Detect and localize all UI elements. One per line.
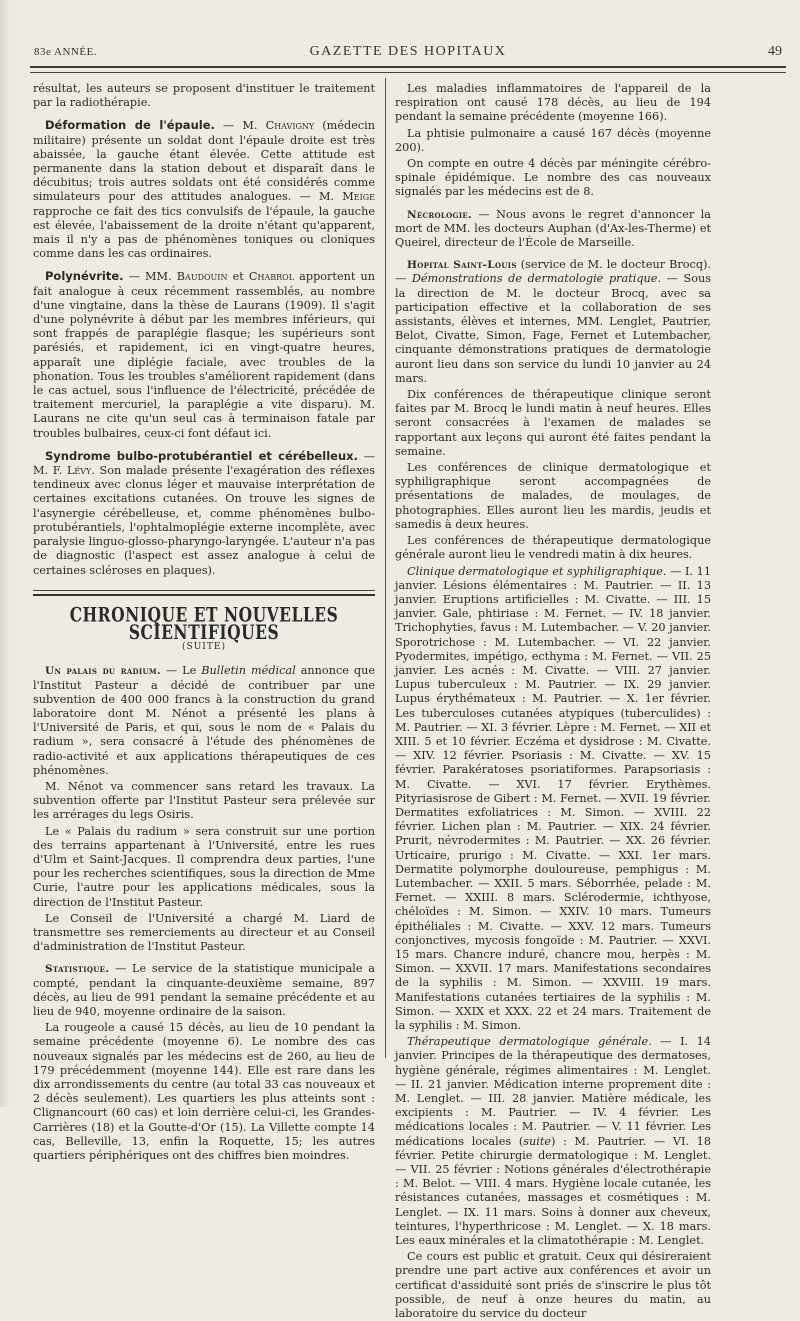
section-rule (33, 590, 375, 591)
issue-label: 83e ANNÉE. (34, 46, 98, 58)
course-title: Thérapeutique dermatologique générale. (407, 1035, 652, 1049)
run-in-heading: Un palais du radium. (45, 665, 161, 678)
author-name: Baudouin (176, 270, 228, 284)
run-in-heading: Nécrologie. (407, 208, 472, 221)
course-title: Clinique dermatologique et syphiligraphique. (407, 564, 667, 578)
paragraph: M. Nénot va commencer sans retard les travaux. La subvention offerte par l'Institut Pasteur sera prélevée sur les arrérages du legs Osiris. (33, 779, 375, 822)
journal-title: GAZETTE DES HOPITAUX (309, 44, 507, 59)
paragraph: Dix conférences de thérapeutique clinique seront faites par M. Brocq le lundi matin à neuf heures. Elles seront consacrées à l'examen de malades se rapportant aux leçons qui auront été faites pendant la semaine. (395, 388, 711, 458)
paragraph-therapeutique-program: Thérapeutique dermatologique générale. — I. 14 janvier. Principes de la thérapeutique des dermatoses, hygiène générale, régimes alimentaires : M. Lenglet. — II. 21 janvier. Médication interne proprement dite : M. Lenglet. — III. 28 janvier. Matière médicale, les excipients : M. Pautrier. — IV. 4 février. Les médications locales : M. Pautrier. — V. 11 février. Les médications locales (suite) : M. Pautrier. — VI. 18 février. Petite chirurgie dermatologique : M. Lenglet. — VII. 25 février : Notions générales d'électrothérapie : M. Belot. — VIII. 4 mars. Hygiène locale cutanée, les résistances cutanées, massages et cosmétiques : M. Lenglet. — IX. 11 mars. Soins à donner aux cheveux, teintures, l'hyperthricose : M. Lenglet. — X. 18 mars. Les eaux minérales et la climatothérapie : M. Lenglet. (395, 1035, 711, 1248)
run-in-heading: Statistique. (45, 963, 110, 976)
run-in-heading: Polynévrite. (45, 269, 124, 284)
paragraph: Les conférences de clinique dermatologique et syphiligraphique seront accompagnées de présentations de malades, de moulages, de photographies. Elles auront lieu les mardis, jeudis et samedis à deux heures. (395, 461, 711, 531)
paragraph: Les conférences de thérapeutique dermatologique générale auront lieu le vendredi matin à dix heures. (395, 534, 711, 562)
paragraph: La rougeole a causé 15 décès, au lieu de 10 pendant la semaine précédente (moyenne 6). Le nombre des cas nouveaux signalés par les médecins est de 260, au lieu de 179 précédemment (moyenne 144). Elle est rare dans les dix arrondissements du centre (au total 33 cas nouveaux et 2 décès seulement). Les quartiers les plus atteints sont : Clignancourt (60 cas) et loin derrière celui-ci, les Grandes-Carrières (18) et la Goutte-d'Or (15). La Villette compte 14 cas, Belleville, 13, enfin la Roquette, 15; les autres quartiers périphériques ont des chiffres bien moindres. (33, 1021, 375, 1163)
paragraph-syndrome-bulbo: Syndrome bulbo-protubérantiel et cérébelleux. — M. F. Lévy. Son malade présente l'exagération des réflexes tendineux avec clonus léger et mauvaise interprétation de certaines excitations cutanées. On trouve les signes de l'asynergie cérébelleuse, et, comme phénomènes bulbo-protubérantiels, l'ophtalmoplégie externe incomplète, avec paralysie linguo-glosso-pharyngo-laryngée. L'auteur n'a pas de diagnostic (l'aspect est assez analogue à celui de certaines scléroses en plaques). (33, 448, 375, 577)
run-in-heading: Syndrome bulbo-protubérantiel et cérébelleux. (45, 448, 358, 463)
paragraph: résultat, les auteurs se proposent d'instituer le traitement par la radiothérapie. (33, 82, 375, 110)
paragraph: On compte en outre 4 décès par méningite cérébro-spinale épidémique. Le nombre des cas nouveaux signalés par les médecins est de 8. (395, 157, 711, 199)
paragraph: La phtisie pulmonaire a causé 167 décès (moyenne 200). (395, 126, 711, 154)
paragraph-polynevrite: Polynévrite. — MM. Baudouin et Chabrol apportent un fait analogue à ceux récemment rassemblés, au nombre d'une vingtaine, dans la thèse de Laurans (1909). Il s'agit d'une polynévrite à début par les membres inférieurs, qui sont frappés de paraplégie flasque; les supérieurs sont parésiés, et rapidement, ici en vingt-quatre heures, apparaît une diplégie faciale, avec troubles de la phonation. Tous les troubles s'améliorent rapidement (dans le cas actuel, sous l'influence de l'électricité, précédée de traitement mercuriel, la paraplégie a vite disparu). M. Laurans ne cite qu'un seul cas à terminaison fatale par troubles bulbaires, ceux-ci font défaut ici. (33, 269, 375, 440)
page-binding-shadow (0, 0, 10, 1107)
run-in-heading: Hopital Saint-Louis (407, 259, 517, 272)
paragraph: Le Conseil de l'Université a chargé M. Liard de transmettre ses remerciements au directeur et au Conseil d'administration de l'Institut Pasteur. (33, 911, 375, 954)
paragraph-statistique: Statistique. — Le service de la statistique municipale a compté, pendant la cinquante-deuxième semaine, 897 décès, au lieu de 991 pendant la semaine précédente et au lieu de 940, moyenne ordinaire de la saison. (33, 962, 375, 1018)
right-column (395, 82, 711, 1321)
author-name: Lévy (66, 464, 92, 478)
author-name: Meige (342, 190, 375, 204)
header-rule-thin (30, 72, 786, 73)
paragraph-hopital-saint-louis: Hopital Saint-Louis (service de M. le docteur Brocq). — Démonstrations de dermatologie pratique. — Sous la direction de M. le docteur Brocq, avec sa participation effective et la collaboration de ses assistants, élèves et internes, MM. Lenglet, Pautrier, Belot, Civatte, Simon, Fage, Fernet et Lutembacher, cinquante démonstrations pratiques de dermatologie auront lieu dans son service du lundi 10 janvier au 24 mars. (395, 258, 712, 385)
author-name: Chabrol (248, 270, 295, 284)
course-title: Démonstrations de dermatologie pratique. (411, 272, 662, 286)
section-rule (33, 594, 375, 596)
paragraph: Ce cours est public et gratuit. Ceux qui désireraient prendre une part active aux conférences et avoir un certificat d'assiduité sont priés de s'inscrire le plus tôt possible, de neuf à onze heures du matin, au laboratoire du service du docteur (395, 1250, 711, 1321)
paragraph-palais-radium: Un palais du radium. — Le Bulletin médical annonce que l'Institut Pasteur a décidé de contribuer par une subvention de 400 000 francs à la construction du grand laboratoire dont M. Nénot a présenté les plans à l'Université de Paris, et qui, sous le nom de « Palais du radium », sera consacré à l'étude des phénomènes de radio-activité et aux applications thérapeutiques de ces phénomènes. (33, 664, 375, 777)
header-rule-thick (30, 66, 786, 68)
run-in-heading: Déformation de l'épaule. (45, 118, 215, 133)
section-subtitle: ( SUITE ) (33, 640, 375, 654)
column-divider (385, 78, 386, 1058)
left-column (33, 82, 375, 1163)
paragraph-necrologie: Nécrologie. — Nous avons le regret d'annoncer la mort de MM. les docteurs Auphan (d'Ax-les-Therme) et Queirel, directeur de l'École de Marseille. (395, 207, 711, 250)
paragraph-deformation-epaule: Déformation de l'épaule. — M. Chavigny (médecin militaire) présente un soldat dont l'épaule droite est très abaissée, la gauche étant élevée. Cette attitude est permanente dans la station debout et disparaît dans le décubitus; trois autres soldats ont été considérés comme simulateurs pour des attitudes analogues. — M. Meige rapproche ce fait des tics convulsifs de l'épaule, la gauche est élevée, l'abaissement de la droite n'étant qu'apparent, mais il n'y a pas de phénomènes toniques ou cloniques comme dans les cas ordinaires. (33, 118, 376, 261)
section-title: CHRONIQUE ET NOUVELLES SCIENTIFIQUES (69, 602, 339, 644)
page-number: 49 (768, 44, 782, 59)
running-header (30, 44, 786, 64)
paragraph-clinique-program: Clinique dermatologique et syphiligraphique. — I. 11 janvier. Lésions élémentaires : M. Pautrier. — II. 13 janvier. Eruptions artificielles : M. Civatte. — III. 15 janvier. Gale, phtiriase : M. Fernet. — IV. 18 janvier. Trichophyties, favus : M. Lutembacher. — V. 20 janvier. Sporotrichose : M. Lutembacher. — VI. 22 janvier. Pyodermites, impétigo, ecthyma : M. Fernet. — VII. 25 janvier. Les acnés : M. Civatte. — VIII. 27 janvier. Lupus tuberculeux : M. Pautrier. — IX. 29 janvier. Lupus érythémateux : M. Pautrier. — X. 1er février. Les tuberculoses cutanées atypiques (tuberculides) : M. Pautrier. — XI. 3 février. Lèpre : M. Fernet. — XII et XIII. 5 et 10 février. Eczéma et dysidrose : M. Civatte. — XIV. 12 février. Psoriasis : M. Civatte. — XV. 15 février. Parakératoses psoriatiformes. Parapsoriasis : M. Civatte. — XVI. 17 février. Erythèmes. Pityriasisrose de Gibert : M. Fernet. — XVII. 19 février. Dermatites exfoliatrices : M. Simon. — XVIII. 22 février. Lichen plan : M. Pautrier. — XIX. 24 février. Prurit, névrodermites : M. Pautrier. — XX. 26 février. Urticaire, prurigo : M. Civatte. — XXI. 1er mars. Dermatite polymorphe douloureuse, pemphigus : M. Lutembacher. — XXII. 5 mars. Séborrhée, pelade : M. Fernet. — XXIII. 8 mars. Sclérodermie, ichthyose, chéloïdes : M. Simon. — XXIV. 10 mars. Tumeurs épithéliales : M. Civatte. — XXV. 12 mars. Tumeurs conjonctives, mycosis fongoïde : M. Pautrier. — XXVI. 15 mars. Chancre induré, chancre mou, herpès : M. Simon. — XXVII. 17 mars. Manifestations secondaires de la syphilis : M. Simon. — XXVIII. 19 mars. Manifestations cutanées tertiaires de la syphilis : M. Simon. — XXIX et XXX. 22 et 24 mars. Traitement de la syphilis : M. Simon. (395, 564, 711, 1032)
paragraph: Le « Palais du radium » sera construit sur une portion des terrains appartenant à l'Université, entre les rues d'Ulm et Saint-Jacques. Il comprendra deux parties, l'une pour les recherches scientifiques, sous la direction de Mme Curie, l'autre pour les applications médicales, sous la direction de l'Institut Pasteur. (33, 824, 375, 909)
paragraph: Les maladies inflammatoires de l'appareil de la respiration ont causé 178 décès, au lieu de 194 pendant la semaine précédente (moyenne 166). (395, 82, 711, 124)
citation: Bulletin médical (201, 664, 296, 678)
author-name: Chavigny (265, 119, 315, 133)
